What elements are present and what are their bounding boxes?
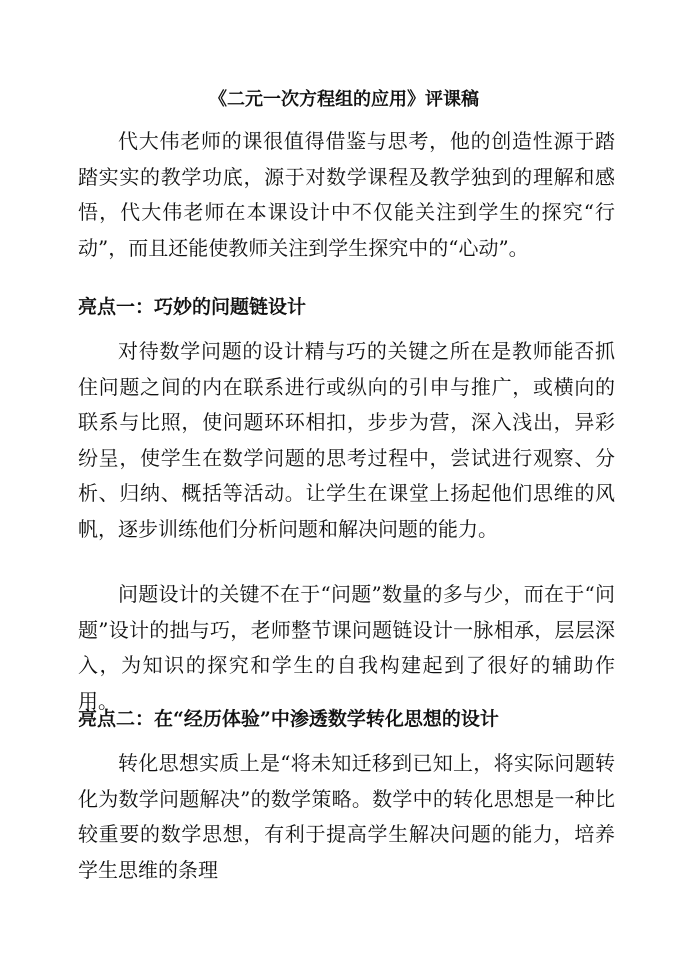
section-heading-point2: 亮点二：在“经历体验”中渗透数学转化思想的设计 xyxy=(78,708,499,730)
point1-paragraph-2: 问题设计的关键不在于“问题”数量的多与少，而在于“问题”设计的拙与巧，老师整节课问题链设计一脉相承，层层深入，为知识的探究和学生的自我构建起到了很好的辅助作用。 xyxy=(78,582,615,713)
document-title: 《二元一次方程组的应用》评课稿 xyxy=(209,89,479,110)
section-heading-point1: 亮点一：巧妙的问题链设计 xyxy=(78,296,307,318)
intro-paragraph: 代大伟老师的课很值得借鉴与思考，他的创造性源于踏踏实实的教学功底，源于对数学课程及教学独到的理解和感悟，代大伟老师在本课设计中不仅能关注到学生的探究“行动”，而且还能使教师关注到学生探究中的“心动”。 xyxy=(78,129,615,260)
point1-paragraph-1: 对待数学问题的设计精与巧的关键之所在是教师能否抓住问题之间的内在联系进行或纵向的引申与推广，或横向的联系与比照，使问题环环相扣，步步为营，深入浅出，异彩纷呈，使学生在数学问题的思考过程中，尝试进行观察、分析、归纳、概括等活动。让学生在课堂上扬起他们思维的风帆，逐步训练他们分析问题和解决问题的能力。 xyxy=(78,339,615,541)
point2-paragraph-1: 转化思想实质上是“将未知迁移到已知上，将实际问题转化为数学问题解决”的数学策略。数学中的转化思想是一种比较重要的数学思想，有利于提高学生解决问题的能力，培养学生思维的条理 xyxy=(78,751,615,882)
